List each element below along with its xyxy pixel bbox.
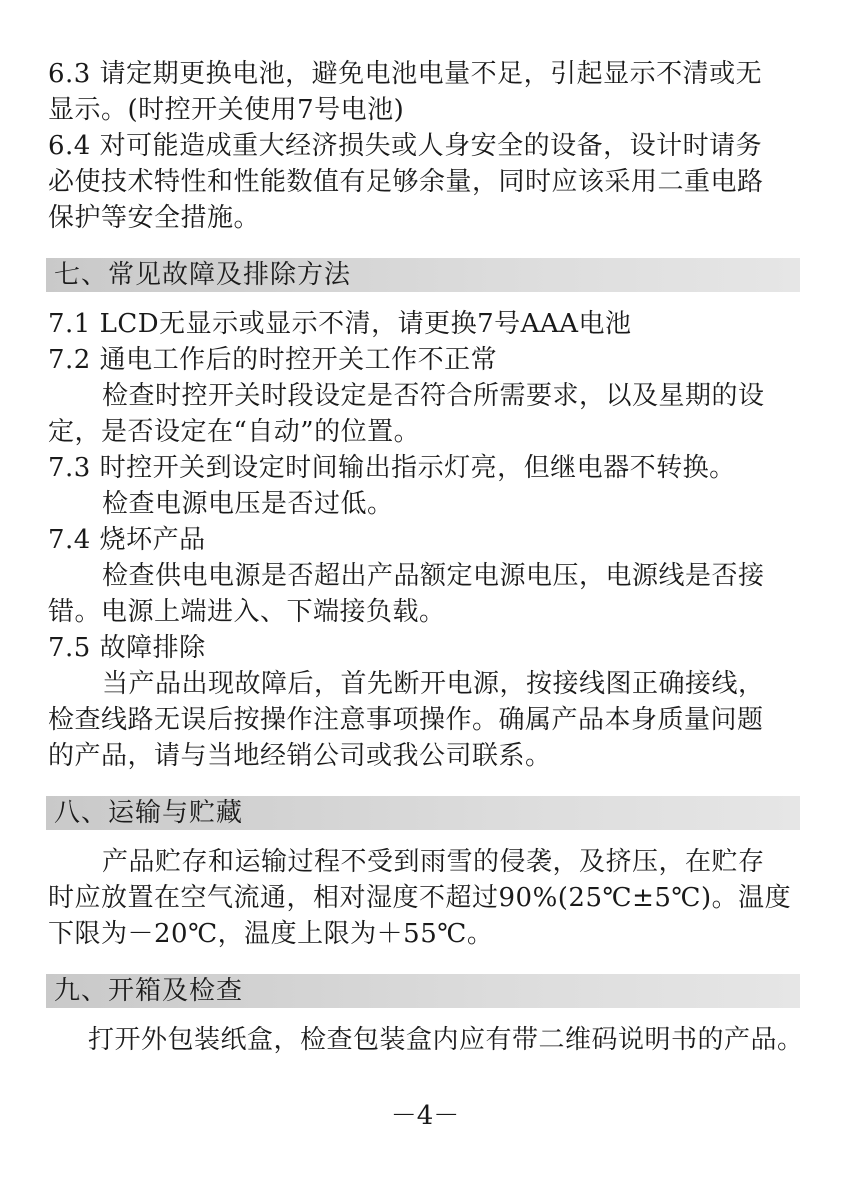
item-6-3-line-1: 6.3 请定期更换电池，避免电池电量不足，引起显示不清或无 (48, 59, 763, 89)
item-7-5-desc-line-2: 检查线路无误后按操作注意事项操作。确属产品本身质量问题 (48, 705, 764, 735)
section-8-heading: 八、运输与贮藏 (46, 796, 800, 830)
section-8-line-1: 产品贮存和运输过程不受到雨雪的侵袭，及挤压，在贮存 (102, 847, 765, 877)
item-7-3-desc: 检查电源电压是否过低。 (102, 489, 394, 519)
item-6-3-line-2: 显示。(时控开关使用7号电池) (48, 95, 405, 125)
section-7-heading: 七、常见故障及排除方法 (46, 258, 800, 292)
section-8-line-3: 下限为－20℃，温度上限为＋55℃。 (48, 919, 494, 949)
item-6-4-line-3: 保护等安全措施。 (48, 203, 261, 233)
document-page (48, 56, 804, 1058)
item-7-4: 7.4 烧坏产品 (48, 525, 206, 555)
item-7-5: 7.5 故障排除 (48, 633, 206, 663)
item-7-2: 7.2 通电工作后的时控开关工作不正常 (48, 345, 498, 375)
item-6-4-line-2: 必使技术特性和性能数值有足够余量，同时应该采用二重电路 (48, 167, 764, 197)
section-8-line-2: 时应放置在空气流通，相对湿度不超过90%(25℃±5℃)。温度 (48, 883, 792, 913)
item-7-1: 7.1 LCD无显示或显示不清，请更换7号AAA电池 (48, 309, 632, 339)
item-7-4-desc-line-2: 错。电源上端进入、下端接负载。 (48, 597, 446, 627)
section-9-line-1: 打开外包装纸盒，检查包装盒内应有带二维码说明书的产品。 (88, 1025, 804, 1055)
item-7-2-desc-line-2: 定，是否设定在“自动”的位置。 (48, 417, 421, 447)
page-number: －4－ (390, 1101, 460, 1131)
item-7-5-desc-line-1: 当产品出现故障后，首先断开电源，按接线图正确接线， (102, 669, 765, 699)
item-7-5-desc-line-3: 的产品，请与当地经销公司或我公司联系。 (48, 741, 552, 771)
section-9-heading: 九、开箱及检查 (46, 974, 800, 1008)
item-6-4-line-1: 6.4 对可能造成重大经济损失或人身安全的设备，设计时请务 (48, 131, 763, 161)
item-7-2-desc-line-1: 检查时控开关时段设定是否符合所需要求，以及星期的设 (102, 381, 765, 411)
item-7-3: 7.3 时控开关到设定时间输出指示灯亮，但继电器不转换。 (48, 453, 736, 483)
item-7-4-desc-line-1: 检查供电电源是否超出产品额定电源电压，电源线是否接 (102, 561, 765, 591)
